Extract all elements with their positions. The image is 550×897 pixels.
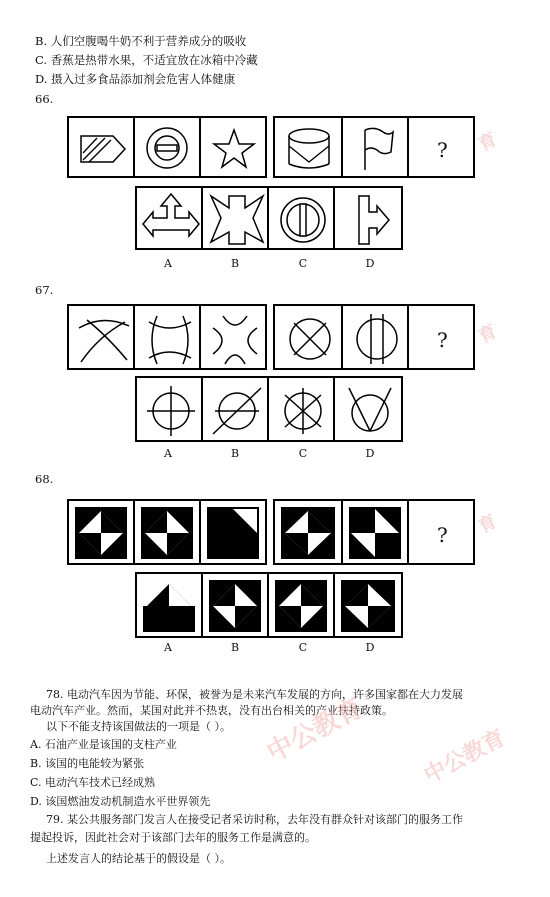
q68-label-a: A xyxy=(164,641,172,654)
slashed-circle-shape xyxy=(203,378,271,444)
q66-choice-b[interactable] xyxy=(201,186,269,250)
asterisk-circle-shape xyxy=(269,378,337,444)
watermark-logo: 中公教育 xyxy=(420,725,510,789)
q78-option-a: A. 石油产业是该国的支柱产业 xyxy=(30,738,177,751)
v-circle-shape xyxy=(335,378,405,444)
q67-choice-b[interactable] xyxy=(201,376,269,442)
q68-question-cell xyxy=(407,499,475,565)
q67-label-a: A xyxy=(164,447,172,460)
q66-label-a: A xyxy=(164,257,172,270)
arrows-shape xyxy=(137,188,205,252)
q68-figure-4 xyxy=(273,499,343,565)
double-circle-bar-shape xyxy=(135,118,203,180)
corner-block-shape xyxy=(343,501,411,567)
watermark-logo: 中公教育 xyxy=(262,693,369,769)
q66-question-cell xyxy=(407,116,475,178)
cylinder-shape xyxy=(275,118,345,180)
question-mark: ? xyxy=(437,523,448,547)
pencil-tag-shape xyxy=(69,118,137,180)
q68-figure-2 xyxy=(133,499,201,565)
q67-label-d: D xyxy=(365,447,375,460)
q68-choice-b[interactable] xyxy=(201,572,269,638)
option-b-text: B. 人们空腹喝牛奶不利于营养成分的吸收 xyxy=(35,34,247,48)
q67-figure-4 xyxy=(273,304,343,370)
q66-figure-3 xyxy=(199,116,267,178)
q68-number: 68. xyxy=(35,472,54,486)
barred-circle-shape xyxy=(343,306,411,372)
q66-label-c: C xyxy=(298,257,308,270)
q68-label-b: B xyxy=(230,641,240,654)
q67-choice-d[interactable] xyxy=(333,376,403,442)
q67-number: 67. xyxy=(35,283,54,297)
q78-stem-line2: 电动汽车产业。然而，某国对此并不热衷，没有出台相关的产业扶持政策。 xyxy=(30,704,393,717)
q67-figure-1 xyxy=(67,304,135,370)
q67-figure-2 xyxy=(133,304,201,370)
q68-figure-3 xyxy=(199,499,267,565)
q67-choice-a[interactable] xyxy=(135,376,203,442)
q67-figure-5 xyxy=(341,304,409,370)
q66-number: 66. xyxy=(35,92,54,106)
q79-prompt: 上述发言人的结论基于的假设是（ ）。 xyxy=(46,852,231,865)
question-mark: ? xyxy=(437,138,448,162)
q68-label-c: C xyxy=(298,641,308,654)
crossing-curves-shape xyxy=(69,306,137,372)
crosshair-circle-shape xyxy=(137,378,205,444)
q67-label-c: C xyxy=(298,447,308,460)
post-arrow-shape xyxy=(335,188,405,252)
star-shape xyxy=(201,118,269,180)
q78-prompt: 以下不能支持该国做法的一项是（ ）。 xyxy=(46,720,231,733)
q66-label-d: D xyxy=(365,257,375,270)
option-c-text: C. 香蕉是热带水果，不适宜放在冰箱中冷藏 xyxy=(35,53,258,67)
corner-block-shape xyxy=(201,501,269,567)
q79-stem-line1: 79. 某公共服务部门发言人在接受记者采访时称，去年没有群众针对该部门的服务工作 xyxy=(46,813,463,826)
diamond-quad-shape xyxy=(275,501,345,567)
watermark-logo: 育 xyxy=(474,128,501,156)
q66-figure-1 xyxy=(67,116,135,178)
q66-figure-2 xyxy=(133,116,201,178)
split-circle-shape xyxy=(269,188,337,252)
q66-figure-4 xyxy=(273,116,343,178)
q66-choice-a[interactable] xyxy=(135,186,203,250)
q66-figure-5 xyxy=(341,116,409,178)
q67-figure-3 xyxy=(199,304,267,370)
question-mark: ? xyxy=(437,328,448,352)
opposed-arcs-shape xyxy=(201,306,269,372)
watermark-logo: 育 xyxy=(474,510,501,538)
q68-figure-5 xyxy=(341,499,409,565)
diamond-quad-shape xyxy=(69,501,137,567)
q78-option-b: B. 该国的电能较为紧张 xyxy=(30,757,145,770)
q79-stem-line2: 提起投诉，因此社会对于该部门去年的服务工作是满意的。 xyxy=(30,831,316,844)
q68-choice-a[interactable] xyxy=(135,572,203,638)
q68-label-d: D xyxy=(365,641,375,654)
flag-shape xyxy=(343,118,411,180)
q67-choice-c[interactable] xyxy=(267,376,335,442)
diamond-quad-shape xyxy=(335,574,405,640)
diamond-quad-shape xyxy=(135,501,203,567)
q67-question-cell xyxy=(407,304,475,370)
crossed-circle-shape xyxy=(275,306,345,372)
q68-figure-1 xyxy=(67,499,135,565)
q66-choice-d[interactable] xyxy=(333,186,403,250)
q66-label-b: B xyxy=(230,257,240,270)
q78-stem-line1: 78. 电动汽车因为节能、环保，被誉为是未来汽车发展的方向，许多国家都在大力发展 xyxy=(46,688,463,701)
cross-star-shape xyxy=(203,188,271,252)
q68-choice-d[interactable] xyxy=(333,572,403,638)
arcs-shape xyxy=(135,306,203,372)
q66-choice-c[interactable] xyxy=(267,186,335,250)
option-d-text: D. 摄入过多食品添加剂会危害人体健康 xyxy=(35,72,236,86)
q68-choice-c[interactable] xyxy=(267,572,335,638)
diamond-quad-shape xyxy=(269,574,337,640)
q78-option-c: C. 电动汽车技术已经成熟 xyxy=(30,776,156,789)
q67-label-b: B xyxy=(230,447,240,460)
watermark-logo: 育 xyxy=(474,320,501,348)
diamond-quad-shape xyxy=(203,574,271,640)
diamond-quad-shape xyxy=(137,574,205,640)
q78-option-d: D. 该国燃油发动机制造水平世界领先 xyxy=(30,795,211,808)
